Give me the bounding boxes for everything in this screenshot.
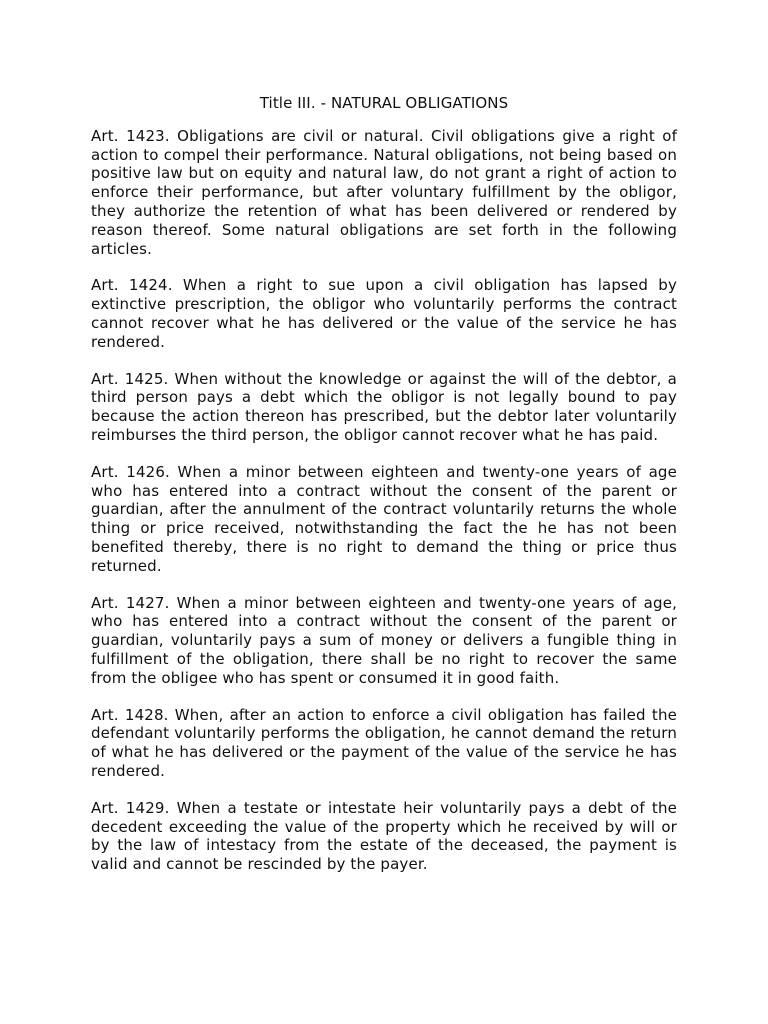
- document-page: [91, 94, 677, 892]
- document-title: Title III. - NATURAL OBLIGATIONS: [259, 94, 509, 112]
- article-1426: Art. 1426. When a minor between eighteen and twenty-one years of age who has entered into a contract without the consent of the parent or guardian, after the annulment of the contract voluntarily returns the whole thing or price received, notwithstanding the fact the he has not been benefited thereby, there is no right to demand the thing or price thus returned.: [91, 462, 677, 575]
- article-1427: Art. 1427. When a minor between eighteen and twenty-one years of age, who has entered into a contract without the consent of the parent or guardian, voluntarily pays a sum of money or delivers a fungible thing in fulfillment of the obligation, there shall be no right to recover the same from the obligee who has spent or consumed it in good faith.: [91, 593, 677, 687]
- article-1428: Art. 1428. When, after an action to enforce a civil obligation has failed the defendant voluntarily performs the obligation, he cannot demand the return of what he has delivered or the payment of the value of the service he has rendered.: [91, 705, 677, 780]
- article-1425: Art. 1425. When without the knowledge or against the will of the debtor, a third person pays a debt which the obligor is not legally bound to pay because the action thereon has prescribed, but the debtor later voluntarily reimburses the third person, the obligor cannot recover what he has paid.: [91, 369, 677, 444]
- article-1423: Art. 1423. Obligations are civil or natural. Civil obligations give a right of action to compel their performance. Natural obligations, not being based on positive law but on equity and natural law, do not grant a right of action to enforce their performance, but after voluntary fulfillment by the obligor, they authorize the retention of what has been delivered or rendered by reason thereof. Some natural obligations are set forth in the following articles.: [91, 126, 677, 258]
- article-1429: Art. 1429. When a testate or intestate heir voluntarily pays a debt of the decedent exceeding the value of the property which he received by will or by the law of intestacy from the estate of the deceased, the payment is valid and cannot be rescinded by the payer.: [91, 798, 677, 874]
- article-1424: Art. 1424. When a right to sue upon a civil obligation has lapsed by extinctive prescription, the obligor who voluntarily performs the contract cannot recover what he has delivered or the value of the service he has rendered.: [91, 276, 677, 351]
